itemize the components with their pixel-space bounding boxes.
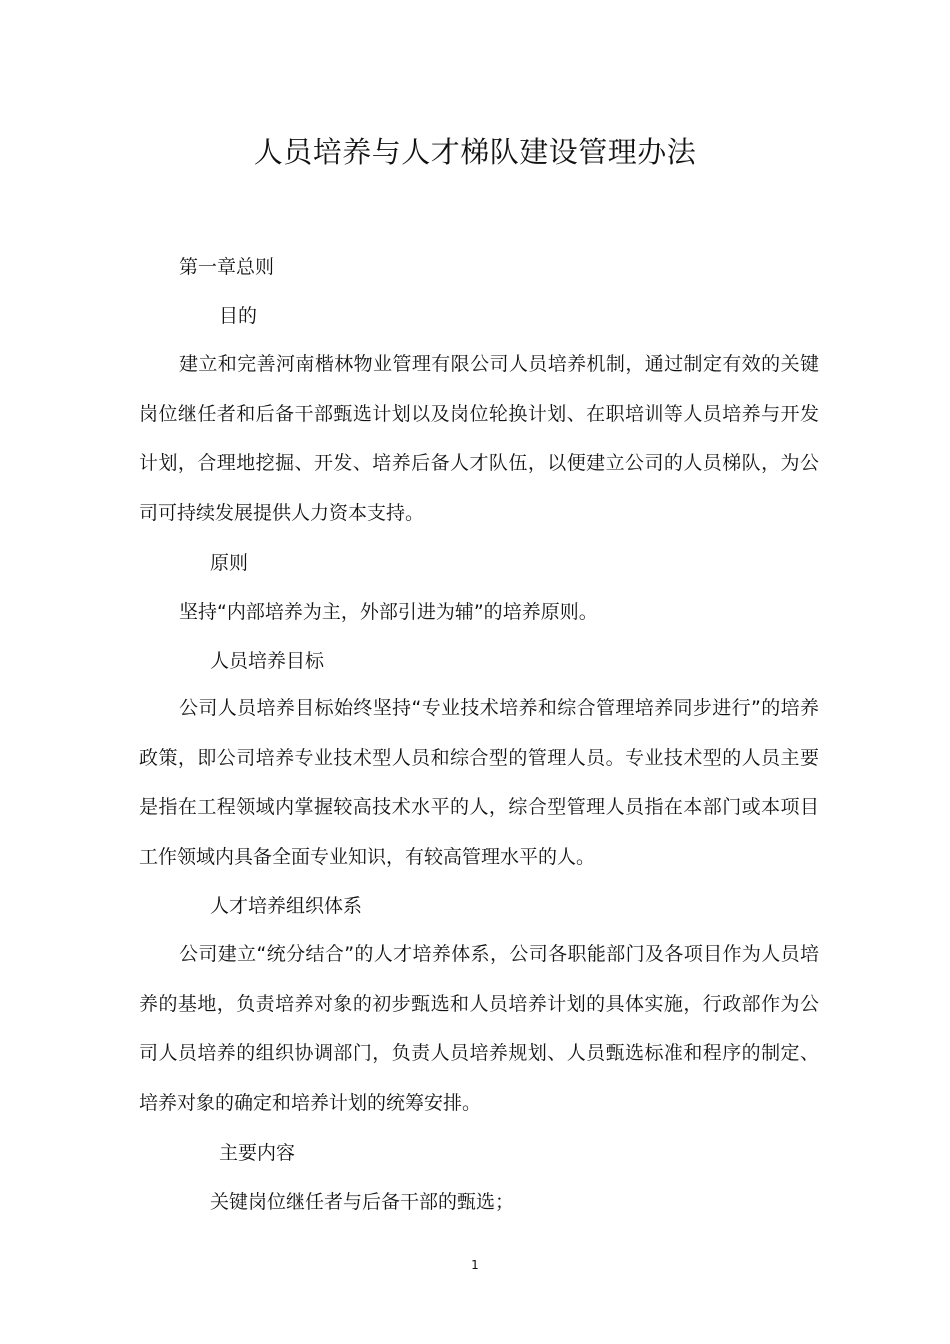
section-heading-goals: 人员培养目标	[210, 650, 325, 672]
chapter-heading: 第一章总则	[179, 256, 275, 278]
paragraph-content: 关键岗位继任者与后备干部的甄选；	[210, 1191, 515, 1213]
paragraph-purpose: 建立和完善河南楷林物业管理有限公司人员培养机制，通过制定有效的关键岗位继任者和后备干部甄选计划以及岗位轮换计划、在职培训等人员培养与开发计划，合理地挖掘、开发、培养后备人才队伍，以便建立公司的人员梯队，为公司可持续发展提供人力资本支持。	[139, 353, 819, 524]
document-title: 人员培养与人才梯队建设管理办法	[253, 135, 697, 169]
paragraph-goals: 公司人员培养目标始终坚持“专业技术培养和综合管理培养同步进行”的培养政策，即公司培养专业技术型人员和综合型的管理人员。专业技术型的人员主要是指在工程领域内掌握较高技术水平的人，综合型管理人员指在本部门或本项目工作领域内具备全面专业知识，有较高管理水平的人。	[139, 697, 819, 868]
section-heading-principle: 原则	[210, 552, 249, 574]
paragraph-organization: 公司建立“统分结合”的人才培养体系，公司各职能部门及各项目作为人员培养的基地，负责培养对象的初步甄选和人员培养计划的具体实施，行政部作为公司人员培养的组织协调部门，负责人员培养规划、人员甄选标准和程序的制定、培养对象的确定和培养计划的统筹安排。	[139, 943, 819, 1114]
page-number: 1	[471, 1258, 479, 1272]
section-heading-content: 主要内容	[219, 1142, 296, 1164]
paragraph-principle: 坚持“内部培养为主，外部引进为辅”的培养原则。	[179, 601, 598, 623]
section-heading-organization: 人才培养组织体系	[210, 895, 363, 917]
section-heading-purpose: 目的	[219, 305, 258, 327]
